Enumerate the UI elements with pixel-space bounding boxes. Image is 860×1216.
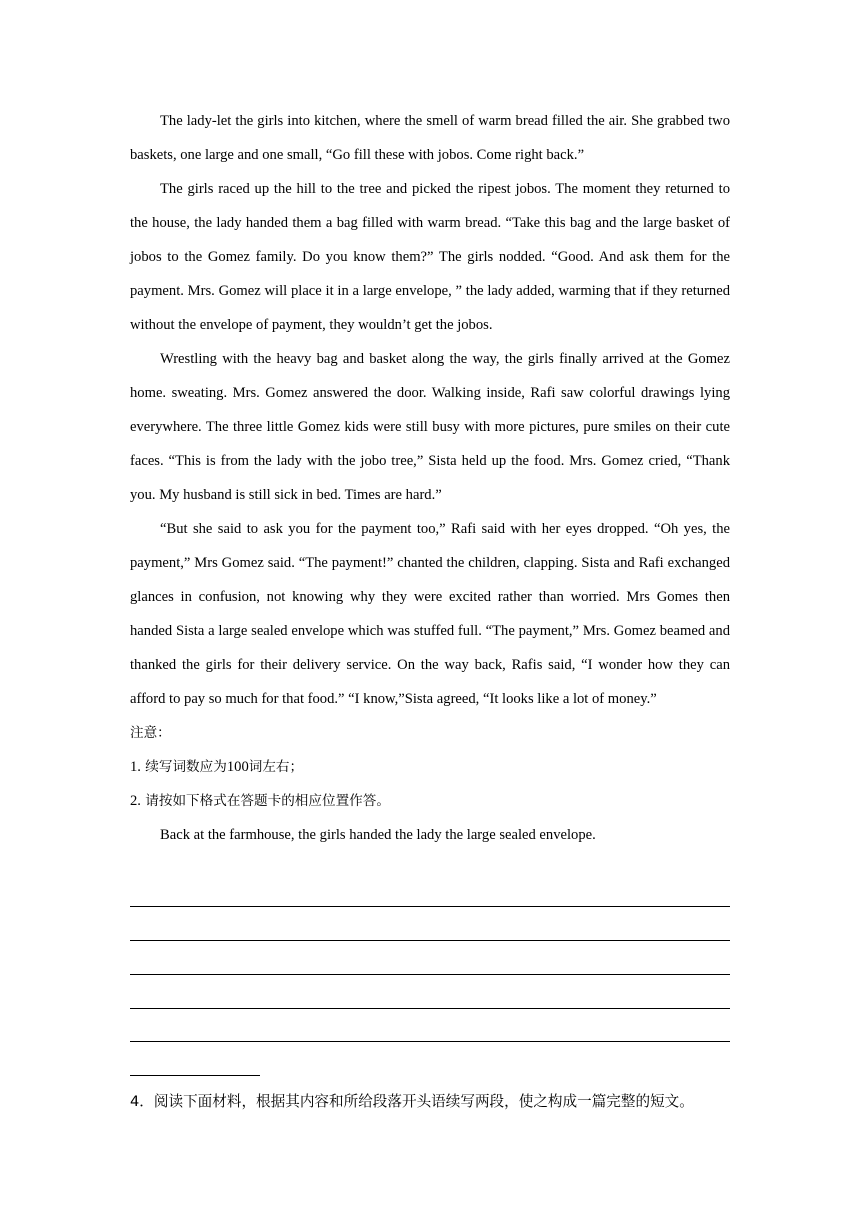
note-item-1-word-count: 100: [226, 759, 249, 775]
note-item-2-number: 2.: [130, 793, 141, 809]
answer-line-6[interactable]: [130, 1075, 260, 1076]
passage-paragraph-1: The lady-let the girls into kitchen, where the smell of warm bread filled the air. She grabbed two baskets, one large and one small, “Go fill these with jobos. Come right back.”: [130, 113, 730, 163]
next-question-number: 4: [130, 1093, 140, 1110]
answer-line-5[interactable]: [130, 1041, 730, 1042]
answer-lead-sentence: Back at the farmhouse, the girls handed the lady the large sealed envelope.: [160, 827, 596, 843]
passage-paragraph-2: The girls raced up the hill to the tree and picked the ripest jobos. The moment they returned to the house, the lady handed them a bag filled with warm bread. “Take this bag and the large basket of jobos to the Gomez family. Do you know them?” The girls nodded. “Good. And ask them for the payment. Mrs. Gomez will place it in a large envelope, ” the lady added, warming that if they returned without the envelope of payment, they wouldn’t get the jobos.: [130, 181, 730, 333]
note-item-1-text-b: 词左右；: [248, 759, 304, 775]
note-item-2: [130, 784, 730, 818]
answer-line-1[interactable]: [130, 906, 730, 907]
note-item-1-number: 1.: [130, 759, 141, 775]
answer-line-4[interactable]: [130, 1008, 730, 1009]
note-item-1-text-a: 续写词数应为: [145, 759, 227, 775]
answer-line-3[interactable]: [130, 974, 730, 975]
note-item-2-text: 请按如下格式在答题卡的相应位置作答。: [145, 793, 390, 809]
answer-line-2[interactable]: [130, 940, 730, 941]
note-item-1: [130, 750, 730, 784]
next-question: [130, 1085, 730, 1119]
notes-heading: 注意：: [130, 725, 171, 741]
passage-paragraph-3: Wrestling with the heavy bag and basket along the way, the girls finally arrived at the Gomez home. sweating. Mrs. Gomez answered the door. Walking inside, Rafi saw colorful drawings lying everywhere. The three little Gomez kids were still busy with more pictures, pure smiles on their cute faces. “This is from the lady with the jobo tree,” Sista held up the food. Mrs. Gomez cried, “Thank you. My husband is still sick in bed. Times are hard.”: [130, 351, 730, 503]
passage: [130, 104, 730, 852]
next-question-text: ．阅读下面材料，根据其内容和所给段落开头语续写两段，使之构成一篇完整的短文。: [139, 1093, 694, 1110]
passage-paragraph-4: “But she said to ask you for the payment too,” Rafi said with her eyes dropped. “Oh yes, the payment,” Mrs Gomez said. “The payment!” chanted the children, clapping. Sista and Rafi exchanged glances in confusion, not knowing why they were excited rather than worried. Mrs Gomes then handed Sista a large sealed envelope which was stuffed full. “The payment,” Mrs. Gomez beamed and thanked the girls for their delivery service. On the way back, Rafis said, “I wonder how they can afford to pay so much for that food.” “I know,”Sista agreed, “It looks like a lot of money.”: [130, 521, 730, 707]
